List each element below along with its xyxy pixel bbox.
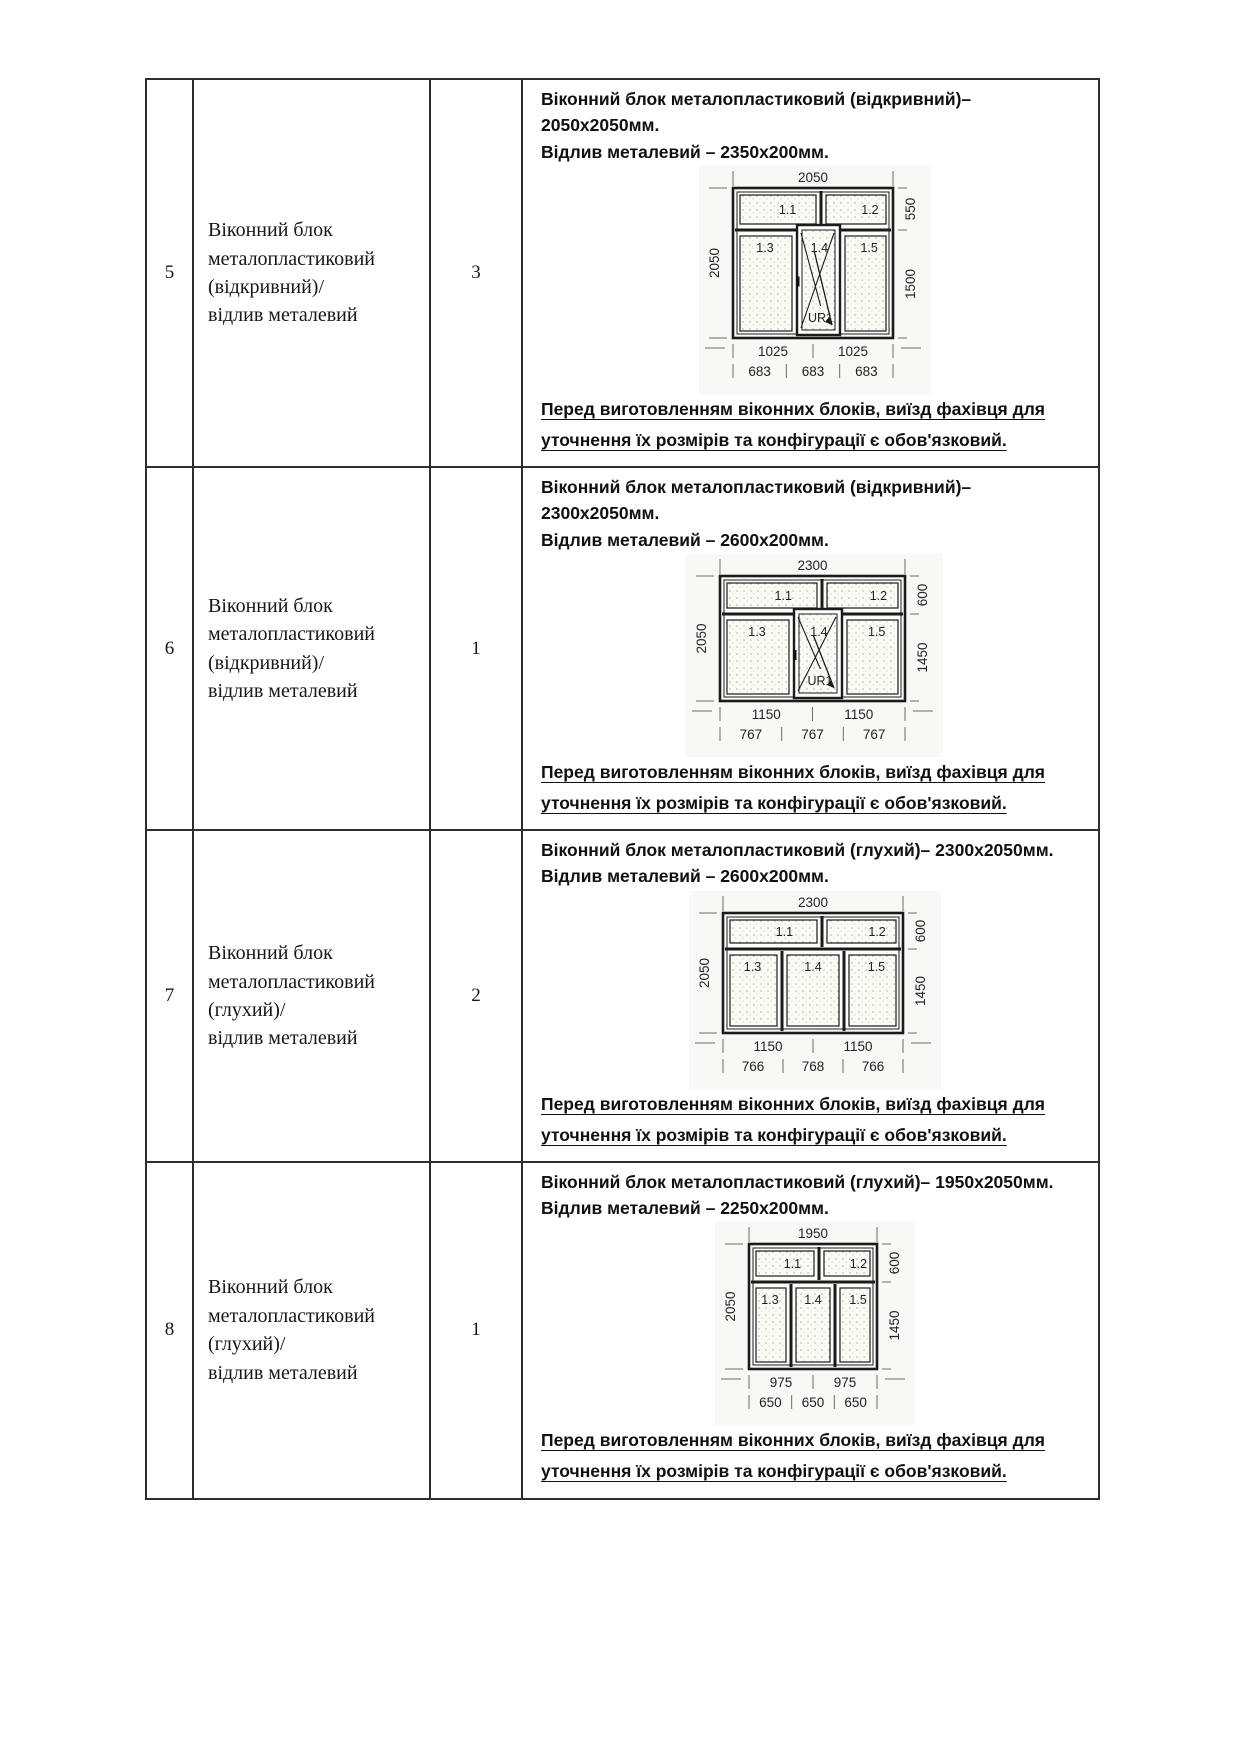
row-number: 7 [164, 984, 175, 1006]
window-diagram [541, 554, 1088, 757]
detail-title: Віконний блок металопластиковий (відкривний)– 2300х2050мм. Відлив металевий – 2600х200мм. [541, 477, 972, 550]
svg-text:1.4: 1.4 [810, 240, 828, 255]
svg-text:1.3: 1.3 [743, 959, 761, 974]
svg-text:975: 975 [833, 1375, 856, 1391]
svg-text:1.4: 1.4 [810, 624, 828, 639]
svg-text:1150: 1150 [751, 706, 781, 722]
table-row [146, 830, 1099, 1162]
svg-text:975: 975 [769, 1375, 792, 1391]
svg-text:600: 600 [915, 583, 930, 607]
svg-text:1.2: 1.2 [867, 924, 886, 939]
quantity-cell [430, 467, 522, 830]
svg-text:1450: 1450 [912, 975, 928, 1006]
svg-text:2050: 2050 [797, 169, 828, 185]
svg-text:1025: 1025 [837, 343, 868, 359]
svg-text:2050: 2050 [722, 1291, 738, 1322]
row-number-cell [146, 1162, 193, 1499]
detail-title: Віконний блок металопластиковий (глухий)– 2300х2050мм. Відлив металевий – 2600х200мм. [541, 840, 1054, 887]
detail-title: Віконний блок металопластиковий (глухий)– 1950х2050мм. Відлив металевий – 2250х200мм. [541, 1171, 1054, 1219]
warning-text: Перед виготовленням віконних блоків, виїзд фахівця для уточнення їх розмірів та конфігурації є обов'язковий. [541, 398, 1046, 450]
svg-text:768: 768 [801, 1058, 824, 1074]
svg-text:1150: 1150 [844, 706, 874, 722]
svg-text:1.5: 1.5 [867, 624, 886, 639]
table-row [146, 79, 1099, 467]
quantity-value: 2 [471, 984, 481, 1006]
svg-text:UR1: UR1 [807, 310, 833, 325]
quantity-cell [430, 830, 522, 1162]
detail-cell [522, 467, 1099, 830]
description-cell [193, 830, 430, 1162]
svg-text:1.3: 1.3 [748, 624, 766, 639]
table-row [146, 1162, 1099, 1499]
detail-cell [522, 1162, 1099, 1499]
quantity-value: 1 [471, 637, 481, 659]
quantity-cell [430, 1162, 522, 1499]
svg-text:1.1: 1.1 [774, 588, 792, 603]
svg-text:1025: 1025 [757, 343, 788, 359]
detail-cell [522, 830, 1099, 1162]
svg-text:2050: 2050 [696, 957, 712, 988]
svg-text:600: 600 [886, 1252, 902, 1275]
svg-text:1950: 1950 [797, 1226, 828, 1242]
svg-text:767: 767 [739, 726, 763, 742]
table-row [146, 467, 1099, 830]
svg-text:683: 683 [854, 363, 878, 379]
warning-text: Перед виготовленням віконних блоків, виїзд фахівця для уточнення їх розмірів та конфігурації є обов'язковий. [541, 1430, 1046, 1482]
warning-text: Перед виготовленням віконних блоків, виїзд фахівця для уточнення їх розмірів та конфігурації є обов'язковий. [541, 761, 1046, 813]
svg-text:1.4: 1.4 [803, 959, 822, 974]
svg-text:683: 683 [747, 363, 771, 379]
svg-text:2300: 2300 [797, 894, 828, 910]
svg-text:2050: 2050 [706, 247, 722, 278]
svg-text:550: 550 [902, 197, 918, 221]
svg-text:600: 600 [912, 919, 928, 942]
window-diagram [541, 166, 1088, 394]
svg-text:2300: 2300 [797, 557, 828, 573]
svg-text:1.1: 1.1 [778, 202, 796, 217]
row-number: 5 [164, 262, 175, 284]
quantity-value: 3 [471, 262, 481, 284]
svg-text:1500: 1500 [902, 268, 918, 299]
description-cell [193, 79, 430, 467]
svg-text:1.2: 1.2 [860, 202, 879, 217]
svg-text:1.5: 1.5 [848, 1293, 867, 1308]
row-number-cell [146, 830, 193, 1162]
svg-text:1.2: 1.2 [869, 588, 888, 603]
svg-text:1450: 1450 [915, 642, 930, 673]
quantity-value: 1 [471, 1319, 481, 1341]
svg-text:650: 650 [801, 1395, 824, 1411]
svg-text:1150: 1150 [842, 1038, 873, 1054]
item-description: Віконний блок металопластиковий (глухий)/ відлив металевий [208, 1276, 375, 1384]
svg-text:650: 650 [843, 1395, 867, 1411]
svg-text:650: 650 [758, 1395, 782, 1411]
svg-text:767: 767 [801, 726, 824, 742]
svg-text:1450: 1450 [886, 1310, 902, 1341]
svg-text:2050: 2050 [694, 623, 709, 654]
description-cell [193, 1162, 430, 1499]
svg-text:766: 766 [741, 1058, 764, 1074]
svg-text:UR1: UR1 [807, 673, 833, 688]
window-diagram [541, 1222, 1088, 1425]
spec-table [145, 78, 1100, 1500]
item-description: Віконний блок металопластиковий (відкривний)/ відлив металевий [208, 219, 375, 327]
window-diagram [541, 891, 1088, 1089]
quantity-cell [430, 79, 522, 467]
item-description: Віконний блок металопластиковий (відкривний)/ відлив металевий [208, 594, 375, 702]
svg-text:683: 683 [801, 363, 824, 379]
svg-text:1.3: 1.3 [760, 1293, 779, 1308]
row-number-cell [146, 79, 193, 467]
row-number: 8 [164, 1319, 175, 1341]
svg-text:1150: 1150 [752, 1038, 783, 1054]
svg-text:1.4: 1.4 [803, 1293, 822, 1308]
svg-text:1.1: 1.1 [775, 924, 793, 939]
svg-text:1.3: 1.3 [755, 240, 774, 255]
description-cell [193, 467, 430, 830]
warning-text: Перед виготовленням віконних блоків, виїзд фахівця для уточнення їх розмірів та конфігурації є обов'язковий. [541, 1093, 1046, 1145]
svg-text:767: 767 [862, 726, 886, 742]
svg-text:1.5: 1.5 [859, 240, 878, 255]
detail-cell [522, 79, 1099, 467]
svg-text:1.2: 1.2 [849, 1257, 867, 1272]
svg-text:766: 766 [861, 1058, 884, 1074]
svg-text:1.5: 1.5 [867, 959, 885, 974]
row-number: 6 [164, 637, 175, 659]
svg-text:1.1: 1.1 [783, 1257, 801, 1272]
detail-title: Віконний блок металопластиковий (відкривний)– 2050х2050мм. Відлив металевий – 2350х200мм. [541, 89, 972, 162]
item-description: Віконний блок металопластиковий (глухий)/ відлив металевий [208, 942, 375, 1050]
row-number-cell [146, 467, 193, 830]
